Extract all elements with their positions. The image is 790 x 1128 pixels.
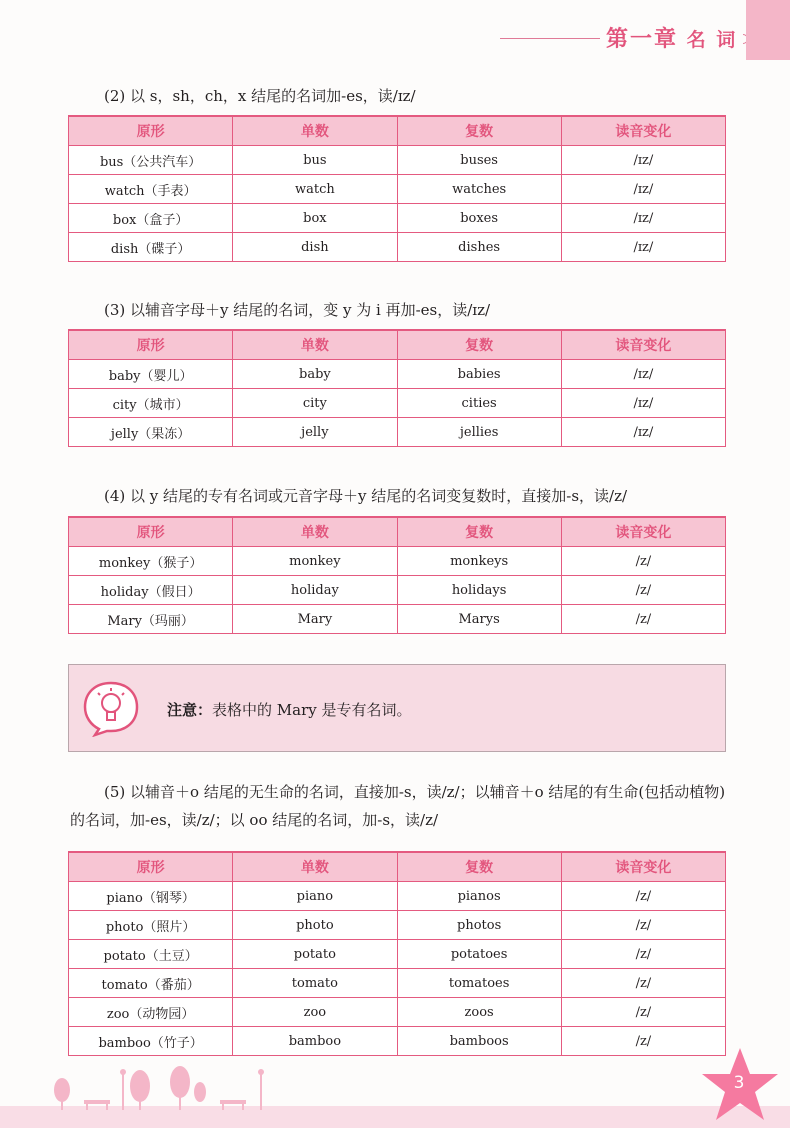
cell-base: piano（钢琴）: [69, 882, 233, 911]
cell-base: tomato（番茄）: [69, 969, 233, 998]
col-header: 单数: [233, 330, 397, 360]
col-header: 读音变化: [561, 116, 725, 146]
cell-pronunciation: /ɪz/: [561, 418, 725, 447]
cell-base: dish（碟子）: [69, 233, 233, 262]
cell-pronunciation: /ɪz/: [561, 389, 725, 418]
table-row: [69, 233, 726, 262]
cell-pronunciation: /ɪz/: [561, 233, 725, 262]
col-header: 原形: [69, 116, 233, 146]
cell-singular: bamboo: [233, 1027, 397, 1056]
cell-base: Mary（玛丽）: [69, 605, 233, 634]
cell-pronunciation: /z/: [561, 547, 725, 576]
cell-pronunciation: /z/: [561, 911, 725, 940]
table-row: [69, 911, 726, 940]
table-header-row: [69, 517, 726, 547]
cell-pronunciation: /ɪz/: [561, 360, 725, 389]
table-row: [69, 146, 726, 175]
cell-plural: buses: [397, 146, 561, 175]
cell-plural: bamboos: [397, 1027, 561, 1056]
col-header: 复数: [397, 116, 561, 146]
col-header: 单数: [233, 517, 397, 547]
cell-plural: cities: [397, 389, 561, 418]
table-header-row: [69, 852, 726, 882]
note-box: [68, 664, 726, 752]
cell-singular: dish: [233, 233, 397, 262]
table-row: [69, 175, 726, 204]
page-number: 3: [733, 1073, 745, 1093]
table-header-row: [69, 330, 726, 360]
cell-singular: jelly: [233, 418, 397, 447]
cell-plural: jellies: [397, 418, 561, 447]
cell-base: bus（公共汽车）: [69, 146, 233, 175]
table-row: [69, 1027, 726, 1056]
table-row: [69, 389, 726, 418]
cell-singular: city: [233, 389, 397, 418]
col-header: 复数: [397, 852, 561, 882]
cell-base: monkey（猴子）: [69, 547, 233, 576]
table-row: [69, 204, 726, 233]
cell-singular: bus: [233, 146, 397, 175]
col-header: 原形: [69, 852, 233, 882]
cell-plural: watches: [397, 175, 561, 204]
cell-base: photo（照片）: [69, 911, 233, 940]
header-tab: [746, 0, 790, 60]
cell-plural: pianos: [397, 882, 561, 911]
cell-pronunciation: /z/: [561, 998, 725, 1027]
section-4-heading: (4) 以 y 结尾的专有名词或元音字母＋y 结尾的名词变复数时，直接加-s，读/z/: [104, 487, 628, 505]
cell-pronunciation: /z/: [561, 969, 725, 998]
note-label: 注意：: [167, 701, 213, 719]
cell-singular: watch: [233, 175, 397, 204]
cell-plural: potatoes: [397, 940, 561, 969]
col-header: 单数: [233, 852, 397, 882]
cell-plural: Marys: [397, 605, 561, 634]
cell-singular: monkey: [233, 547, 397, 576]
col-header: 单数: [233, 116, 397, 146]
table-row: [69, 998, 726, 1027]
cell-base: watch（手表）: [69, 175, 233, 204]
col-header: 原形: [69, 517, 233, 547]
table-row: [69, 547, 726, 576]
table-row: [69, 605, 726, 634]
cell-singular: box: [233, 204, 397, 233]
cell-base: baby（婴儿）: [69, 360, 233, 389]
cell-plural: holidays: [397, 576, 561, 605]
cell-base: potato（土豆）: [69, 940, 233, 969]
section-3-heading: (3) 以辅音字母＋y 结尾的名词，变 y 为 i 再加-es，读/ɪz/: [104, 301, 491, 319]
table-row: [69, 576, 726, 605]
cell-pronunciation: /z/: [561, 605, 725, 634]
cell-plural: photos: [397, 911, 561, 940]
cell-pronunciation: /ɪz/: [561, 146, 725, 175]
cell-base: bamboo（竹子）: [69, 1027, 233, 1056]
chapter-prefix: 第一章: [606, 27, 679, 52]
table-row: [69, 418, 726, 447]
cell-base: holiday（假日）: [69, 576, 233, 605]
cell-plural: dishes: [397, 233, 561, 262]
cell-singular: zoo: [233, 998, 397, 1027]
cell-singular: photo: [233, 911, 397, 940]
section-5-heading: (5) 以辅音＋o 结尾的无生命的名词，直接加-s，读/z/；以辅音＋o 结尾的有生命(包括动植物)的名词，加-es，读/z/；以 oo 结尾的名词，加-s，读/z/: [70, 783, 726, 829]
col-header: 读音变化: [561, 517, 725, 547]
lightbulb-icon: [81, 679, 141, 737]
table-row: [69, 882, 726, 911]
cell-singular: baby: [233, 360, 397, 389]
park-scene-icon: [40, 1054, 280, 1114]
table-row: [69, 969, 726, 998]
cell-singular: potato: [233, 940, 397, 969]
cell-pronunciation: /ɪz/: [561, 175, 725, 204]
table-row: [69, 940, 726, 969]
cell-plural: tomatoes: [397, 969, 561, 998]
col-header: 复数: [397, 330, 561, 360]
table-row: [69, 360, 726, 389]
cell-singular: tomato: [233, 969, 397, 998]
cell-plural: monkeys: [397, 547, 561, 576]
cell-pronunciation: /z/: [561, 940, 725, 969]
cell-plural: zoos: [397, 998, 561, 1027]
chapter-title: [600, 22, 743, 53]
cell-singular: holiday: [233, 576, 397, 605]
cell-base: box（盒子）: [69, 204, 233, 233]
section-2-heading: (2) 以 s，sh，ch，x 结尾的名词加-es，读/ɪz/: [104, 87, 416, 105]
cell-plural: boxes: [397, 204, 561, 233]
cell-singular: piano: [233, 882, 397, 911]
cell-base: zoo（动物园）: [69, 998, 233, 1027]
note-body: 表格中的 Mary 是专有名词。: [212, 701, 412, 719]
table-header-row: [69, 116, 726, 146]
col-header: 读音变化: [561, 330, 725, 360]
note-text: [167, 699, 412, 720]
section-3-table: [68, 329, 726, 447]
col-header: 读音变化: [561, 852, 725, 882]
cell-pronunciation: /z/: [561, 1027, 725, 1056]
cell-plural: babies: [397, 360, 561, 389]
col-header: 复数: [397, 517, 561, 547]
section-4-table: [68, 516, 726, 634]
cell-pronunciation: /ɪz/: [561, 204, 725, 233]
section-5-table: [68, 851, 726, 1056]
chapter-header: [500, 0, 790, 68]
cell-pronunciation: /z/: [561, 882, 725, 911]
col-header: 原形: [69, 330, 233, 360]
cell-singular: Mary: [233, 605, 397, 634]
section-2-table: [68, 115, 726, 262]
cell-pronunciation: /z/: [561, 576, 725, 605]
chapter-name: 名 词: [686, 29, 738, 51]
cell-base: jelly（果冻）: [69, 418, 233, 447]
cell-base: city（城市）: [69, 389, 233, 418]
